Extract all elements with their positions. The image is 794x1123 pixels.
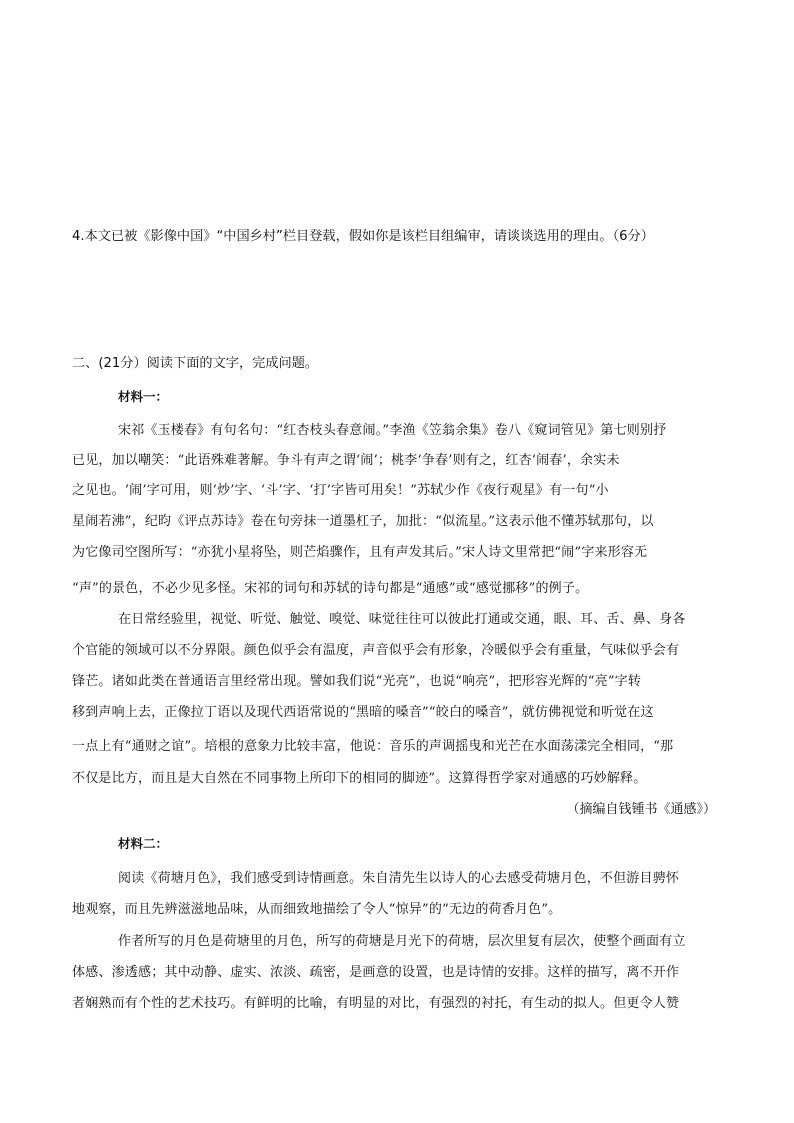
material-2-line: 阅读《荷塘月色》，我们感受到诗情画意。朱自清先生以诗人的心去感受荷塘月色，不但游目骋怀	[118, 871, 680, 886]
material-2-line: 者娴熟而有个性的艺术技巧。有鲜明的比喻，有明显的对比，有强烈的衬托，有生动的拟人。但更令人赞	[72, 996, 680, 1011]
material-1-line: “声”的景色，不必少见多怪。宋祁的词句和苏轼的诗句都是“通感”或“感觉挪移”的例子。	[72, 581, 589, 596]
material-2-heading: 材料二：	[118, 836, 169, 851]
material-1-line: 锋芒。诸如此类在普通语言里经常出现。譬如我们说“光亮”，也说“响亮”，把形容光辉的“亮”字转	[72, 674, 642, 689]
section-2-title: 二、(21分）阅读下面的文字，完成问题。	[72, 356, 319, 371]
material-2-line: 地观察，而且先辨滋滋地品味，从而细致地描绘了令人“惊异”的“无边的荷香月色”。	[72, 902, 562, 917]
material-1-line: 宋祁《玉楼春》有句名句：“红杏枝头春意闹。”李渔《笠翁余集》卷八《窥词管见》第七则别抒	[118, 423, 667, 438]
material-2-line: 体感、渗透感；其中动静、虚实、浓淡、疏密，是画意的设置，也是诗情的安排。这样的描写，离不开作	[72, 965, 680, 980]
material-1-line: 不仅是比方，而且是大自然在不同事物上所印下的相同的脚迹”。这算得哲学家对通感的巧妙解释。	[72, 771, 647, 786]
material-1-line: 个官能的领域可以不分界限。颜色似乎会有温度，声音似乎会有形象，冷暖似乎会有重量，气味似乎会有	[72, 643, 680, 658]
material-1-line: 之见也。‘闹’字可用，则‘炒’字、‘斗’字、‘打’字皆可用矣！”苏轼少作《夜行观星》有一句“小	[72, 483, 609, 498]
material-1-line: 在日常经验里，视觉、听觉、触觉、嗅觉、味觉往往可以彼此打通或交通，眼、耳、舌、鼻、身各	[118, 612, 686, 627]
question-4: 4.本文已被《影像中国》“中国乡村”栏目登载，假如你是该栏目组编审，请谈谈选用的理由。（6分）	[72, 229, 654, 244]
material-2-line: 作者所写的月色是荷塘里的月色，所写的荷塘是月光下的荷塘，层次里复有层次，使整个画面有立	[118, 934, 686, 949]
material-1-line: 为它像司空图所写：“亦犹小星将坠，则芒焰骤作，且有声发其后。”宋人诗文里常把“闹”字来形容无	[72, 545, 648, 560]
material-1-source: （摘编自钱锺书《通感》）	[566, 802, 716, 817]
material-1-line: 已见，加以嘲笑：“此语殊难著解。争斗有声之谓‘闹’；桃李‘争春’则有之，红杏‘闹春’，余实未	[72, 453, 620, 468]
material-1-line: 移到声响上去，正像拉丁语以及现代西语常说的“黑暗的嗓音”“皎白的嗓音”，就仿佛视觉和听觉在这	[72, 705, 654, 720]
material-1-heading: 材料一：	[118, 389, 169, 404]
material-1-line: 一点上有“通财之谊”。培根的意象力比较丰富，他说：音乐的声调摇曳和光芒在水面荡漾完全相同，“那	[72, 739, 674, 754]
material-1-line: 星闹若沸”，纪昀《评点苏诗》卷在句旁抹一道墨杠子，加批：“似流星。”这表示他不懂苏轼那句，以	[72, 514, 654, 529]
